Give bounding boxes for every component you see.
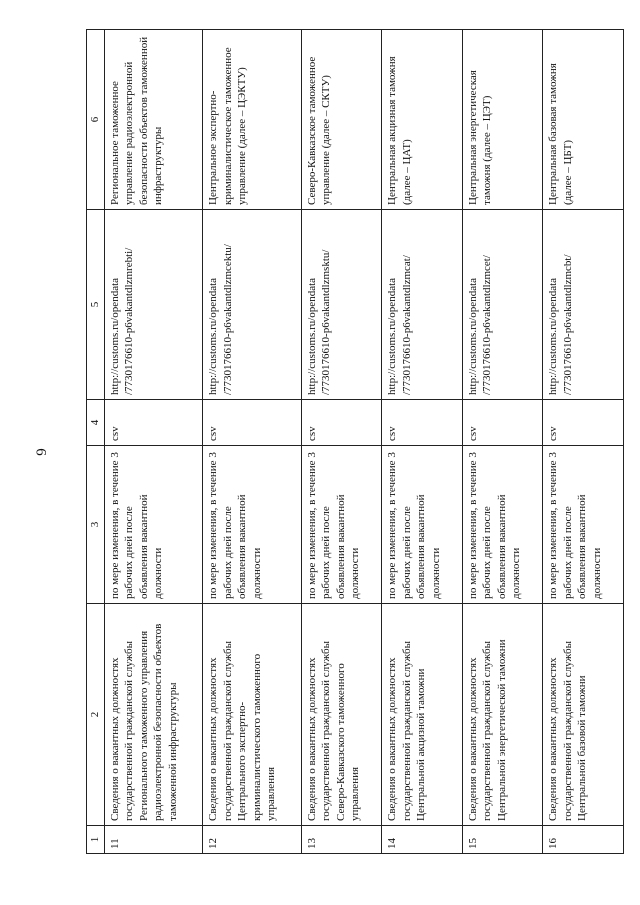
- row-number: 16: [543, 826, 624, 854]
- dataset-url: http://customs.ru/opendata /7730176610-p6vakantdlzmcektu/: [203, 210, 302, 400]
- header-cell: 1: [87, 826, 105, 854]
- row-number: 14: [382, 826, 463, 854]
- dataset-name: Сведения о вакантных должностях государственной гражданской службы Центральной акцизной таможни: [382, 604, 463, 826]
- table-row: [203, 30, 302, 854]
- table-header-row: [87, 30, 105, 854]
- row-number: 12: [203, 826, 302, 854]
- data-format: csv: [203, 400, 302, 446]
- header-cell: 5: [87, 210, 105, 400]
- header-cell: 4: [87, 400, 105, 446]
- update-period: по мере изменения, в течение 3 рабочих дней после объявления вакантной должности: [203, 446, 302, 604]
- row-number: 15: [462, 826, 543, 854]
- responsible-org: Центральная акцизная таможня (далее – ЦАТ): [382, 30, 463, 210]
- dataset-name: Сведения о вакантных должностях государственной гражданской службы Регионального таможенного управления радиоэлектронной безопасности объектов таможенной инфраструктуры: [104, 604, 203, 826]
- data-format: csv: [543, 400, 624, 446]
- responsible-org: Центральная энергетическая таможня (далее – ЦЭТ): [462, 30, 543, 210]
- row-number: 11: [104, 826, 203, 854]
- responsible-org: Северо-Кавказское таможенное управление (далее – СКТУ): [301, 30, 382, 210]
- data-format: csv: [301, 400, 382, 446]
- data-format: csv: [104, 400, 203, 446]
- update-period: по мере изменения, в течение 3 рабочих дней после объявления вакантной должности: [104, 446, 203, 604]
- dataset-name: Сведения о вакантных должностях государственной гражданской службы Центральной энергетической таможни: [462, 604, 543, 826]
- row-number: 13: [301, 826, 382, 854]
- update-period: по мере изменения, в течение 3 рабочих дней после объявления вакантной должности: [301, 446, 382, 604]
- dataset-name: Сведения о вакантных должностях государственной гражданской службы Центральной базовой таможни: [543, 604, 624, 826]
- dataset-url: http://customs.ru/opendata /7730176610-p6vakantdlzmcbt/: [543, 210, 624, 400]
- header-cell: 3: [87, 446, 105, 604]
- dataset-url: http://customs.ru/opendata /7730176610-p6vakantdlzmsktu/: [301, 210, 382, 400]
- table-row: [104, 30, 203, 854]
- open-data-table: [86, 29, 624, 854]
- rotated-table-container: [86, 30, 624, 854]
- dataset-url: http://customs.ru/opendata /7730176610-p6vakantdlzmcet/: [462, 210, 543, 400]
- update-period: по мере изменения, в течение 3 рабочих дней после объявления вакантной должности: [543, 446, 624, 604]
- responsible-org: Центральное экспертно-криминалистическое таможенное управление (далее – ЦЭКТУ): [203, 30, 302, 210]
- dataset-name: Сведения о вакантных должностях государственной гражданской службы Центрального экспертно-криминалистического таможенного управления: [203, 604, 302, 826]
- data-format: csv: [382, 400, 463, 446]
- responsible-org: Центральная базовая таможня (далее – ЦБТ): [543, 30, 624, 210]
- header-cell: 6: [87, 30, 105, 210]
- update-period: по мере изменения, в течение 3 рабочих дней после объявления вакантной должности: [382, 446, 463, 604]
- dataset-name: Сведения о вакантных должностях государственной гражданской службы Северо-Кавказского таможенного управления: [301, 604, 382, 826]
- table-row: [462, 30, 543, 854]
- header-cell: 2: [87, 604, 105, 826]
- dataset-url: http://customs.ru/opendata /7730176610-p6vakantdlzmrebti/: [104, 210, 203, 400]
- update-period: по мере изменения, в течение 3 рабочих дней после объявления вакантной должности: [462, 446, 543, 604]
- responsible-org: Региональное таможенное управление радиоэлектронной безопасности объектов таможенной инфраструктуры: [104, 30, 203, 210]
- data-format: csv: [462, 400, 543, 446]
- table-row: [301, 30, 382, 854]
- table-row: [543, 30, 624, 854]
- table-row: [382, 30, 463, 854]
- page-number: 6: [32, 448, 49, 456]
- dataset-url: http://customs.ru/opendata /7730176610-p6vakantdlzmcat/: [382, 210, 463, 400]
